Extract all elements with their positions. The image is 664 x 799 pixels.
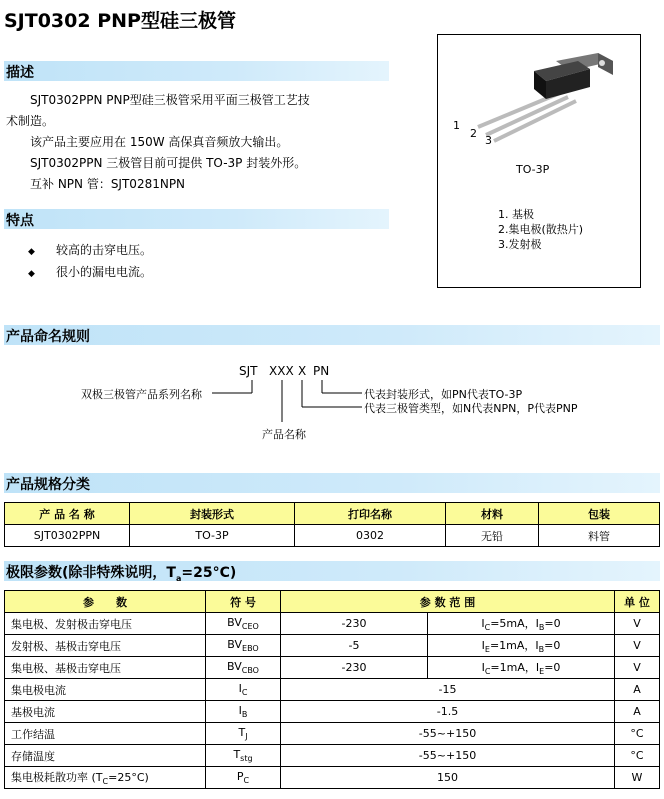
param-cell <box>5 613 206 635</box>
value-cell: -15 <box>281 679 615 701</box>
param-cell <box>5 767 206 789</box>
value-cell: -230 <box>281 613 428 635</box>
naming-diagram <box>0 360 664 450</box>
symbol-cell <box>206 657 281 679</box>
param-name: 集电极、发射极击穿电压 <box>11 617 132 631</box>
cond-symbol: I <box>535 616 539 630</box>
bullet-diamond-icon: ◆ <box>28 269 35 279</box>
symbol: I <box>238 703 242 717</box>
limits-title-sub: a <box>175 573 182 583</box>
description-line-2: 术制造。 <box>6 114 55 128</box>
cond-value: =0 <box>544 660 561 674</box>
param-cell <box>5 679 206 701</box>
symbol-cell <box>206 767 281 789</box>
naming-bottom-label: 产品名称 <box>262 428 306 441</box>
table-row <box>5 525 660 547</box>
symbol-subscript: CBO <box>241 666 259 676</box>
param-name-end: =25°C) <box>108 770 149 784</box>
naming-left-label: 双极三极管产品系列名称 <box>81 388 202 401</box>
param-name: 发射极、基极击穿电压 <box>11 639 121 653</box>
unit-cell: V <box>615 657 660 679</box>
limits-title-prefix: 极限参数(除非特殊说明，T <box>6 565 176 581</box>
table-header-cell: 符 号 <box>206 591 281 613</box>
cond-value: =0 <box>544 638 561 652</box>
naming-right-label-2: 代表三极管类型，如N代表NPN，P代表PNP <box>364 402 578 415</box>
cond-value: =1mA， <box>489 638 536 652</box>
section-title: 产品规格分类 <box>6 477 90 493</box>
section-header-limits <box>4 561 660 581</box>
pin-description-1: 1. 基极 <box>498 208 534 221</box>
table-header-cell: 材料 <box>446 503 539 525</box>
description-line-5: 互补 NPN 管：SJT0281NPN <box>30 177 186 191</box>
symbol-subscript: C <box>241 688 248 698</box>
symbol-subscript: CEO <box>241 622 259 632</box>
param-cell <box>5 635 206 657</box>
table-header-cell: 参 数 <box>5 591 206 613</box>
pin-description-2: 2.集电极(散热片) <box>498 223 584 236</box>
value-cell: -1.5 <box>281 701 615 723</box>
symbol-cell <box>206 635 281 657</box>
unit-cell: V <box>615 635 660 657</box>
symbol: T <box>238 725 246 739</box>
symbol-subscript: EBO <box>242 644 259 654</box>
section-header-features <box>4 209 389 229</box>
symbol-subscript: C <box>243 776 250 786</box>
symbol: BV <box>227 659 242 673</box>
feature-item <box>28 263 152 280</box>
unit-cell: A <box>615 701 660 723</box>
table-header-cell: 单 位 <box>615 591 660 613</box>
table-cell: 0302 <box>295 525 446 547</box>
unit-cell: V <box>615 613 660 635</box>
param-cell <box>5 701 206 723</box>
pin-label-1: 1 <box>453 119 460 132</box>
condition-cell <box>428 635 615 657</box>
symbol: P <box>236 769 244 783</box>
table-cell: SJT0302PPN <box>5 525 130 547</box>
table-row <box>5 679 660 701</box>
cond-subscript: C <box>484 667 491 677</box>
cond-symbol: I <box>481 638 485 652</box>
table-header-cell: 参 数 范 围 <box>281 591 615 613</box>
cond-symbol: I <box>535 638 539 652</box>
description-line-4: SJT0302PPN 三极管目前可提供 TO-3P 封装外形。 <box>30 156 307 170</box>
package-box <box>437 34 641 288</box>
symbol-cell <box>206 745 281 767</box>
cond-value: =1mA， <box>490 660 536 674</box>
param-name: 工作结温 <box>11 727 55 741</box>
unit-cell: °C <box>615 723 660 745</box>
condition-cell <box>428 657 615 679</box>
symbol: I <box>238 681 242 695</box>
symbol: T <box>233 747 241 761</box>
bullet-diamond-icon: ◆ <box>28 247 35 257</box>
value-cell: 150 <box>281 767 615 789</box>
cond-subscript: B <box>538 623 545 633</box>
value-cell: -55~+150 <box>281 723 615 745</box>
param-cell <box>5 745 206 767</box>
param-subscript: C <box>102 777 109 787</box>
cond-value: =0 <box>544 616 561 630</box>
cond-symbol: I <box>535 660 540 674</box>
cond-subscript: B <box>538 645 545 655</box>
table-row <box>5 657 660 679</box>
feature-text: 很小的漏电电流。 <box>56 265 153 279</box>
naming-code-pn: PN <box>313 364 330 378</box>
naming-code-xxx: XXX <box>269 364 294 378</box>
table-row <box>5 613 660 635</box>
table-cell: TO-3P <box>130 525 295 547</box>
description-line-1: SJT0302PPN PNP型硅三极管采用平面三极管工艺技 <box>30 93 310 107</box>
table-header-cell: 封装形式 <box>130 503 295 525</box>
unit-cell: A <box>615 679 660 701</box>
value-cell: -230 <box>281 657 428 679</box>
to3p-package-icon <box>438 35 640 155</box>
table-row <box>5 701 660 723</box>
param-name: 集电极耗散功率 (T <box>11 770 103 784</box>
table-row <box>5 635 660 657</box>
param-cell <box>5 723 206 745</box>
cond-symbol: I <box>481 616 485 630</box>
cond-subscript: E <box>539 667 545 677</box>
pin-description-3: 3.发射极 <box>498 238 542 251</box>
table-header-row <box>5 591 660 613</box>
feature-text: 较高的击穿电压。 <box>56 243 153 257</box>
table-cell: 无铅 <box>446 525 539 547</box>
param-name: 基极电流 <box>11 705 55 719</box>
symbol-cell <box>206 723 281 745</box>
table-header-row <box>5 503 660 525</box>
feature-item <box>28 241 152 258</box>
pin-label-3: 3 <box>485 134 492 147</box>
symbol: BV <box>227 637 243 651</box>
param-cell <box>5 657 206 679</box>
table-row <box>5 745 660 767</box>
param-name: 存储温度 <box>11 749 55 763</box>
symbol-subscript: B <box>241 710 248 720</box>
table-row <box>5 723 660 745</box>
condition-cell <box>428 613 615 635</box>
unit-cell: W <box>615 767 660 789</box>
section-title: 特点 <box>6 213 34 229</box>
description-line-3: 该产品主要应用在 150W 高保真音频放大输出。 <box>30 135 289 149</box>
cond-symbol: I <box>481 660 485 674</box>
section-header-spec <box>4 473 660 493</box>
value-cell: -5 <box>281 635 428 657</box>
page-title: SJT0302 PNP型硅三极管 <box>4 10 236 32</box>
param-name: 集电极、基极击穿电压 <box>11 661 121 675</box>
limits-table <box>4 590 660 789</box>
table-header-cell: 产 品 名 称 <box>5 503 130 525</box>
table-header-cell: 包装 <box>539 503 660 525</box>
naming-code-sjt: SJT <box>239 364 258 378</box>
symbol-cell <box>206 679 281 701</box>
unit-cell: °C <box>615 745 660 767</box>
section-title <box>6 562 236 583</box>
cond-subscript: E <box>484 645 490 655</box>
naming-right-label-1: 代表封装形式，如PN代表TO-3P <box>364 388 523 401</box>
symbol-cell <box>206 613 281 635</box>
section-title: 描述 <box>6 65 34 81</box>
pin-label-2: 2 <box>470 127 477 140</box>
value-cell: -55~+150 <box>281 745 615 767</box>
symbol: BV <box>227 615 242 629</box>
cond-subscript: C <box>484 623 491 633</box>
table-row <box>5 767 660 789</box>
spec-table <box>4 502 660 547</box>
limits-title-suffix: =25°C) <box>181 565 237 581</box>
section-title: 产品命名规则 <box>6 329 90 345</box>
symbol-subscript: J <box>245 732 248 742</box>
section-header-description <box>4 61 389 81</box>
param-name: 集电极电流 <box>11 683 66 697</box>
cond-value: =5mA， <box>490 616 536 630</box>
package-name: TO-3P <box>516 163 550 176</box>
symbol-cell <box>206 701 281 723</box>
naming-code-x: X <box>298 364 307 378</box>
table-header-cell: 打印名称 <box>295 503 446 525</box>
section-header-naming <box>4 325 660 345</box>
table-cell: 料管 <box>539 525 660 547</box>
symbol-subscript: stg <box>240 754 253 764</box>
